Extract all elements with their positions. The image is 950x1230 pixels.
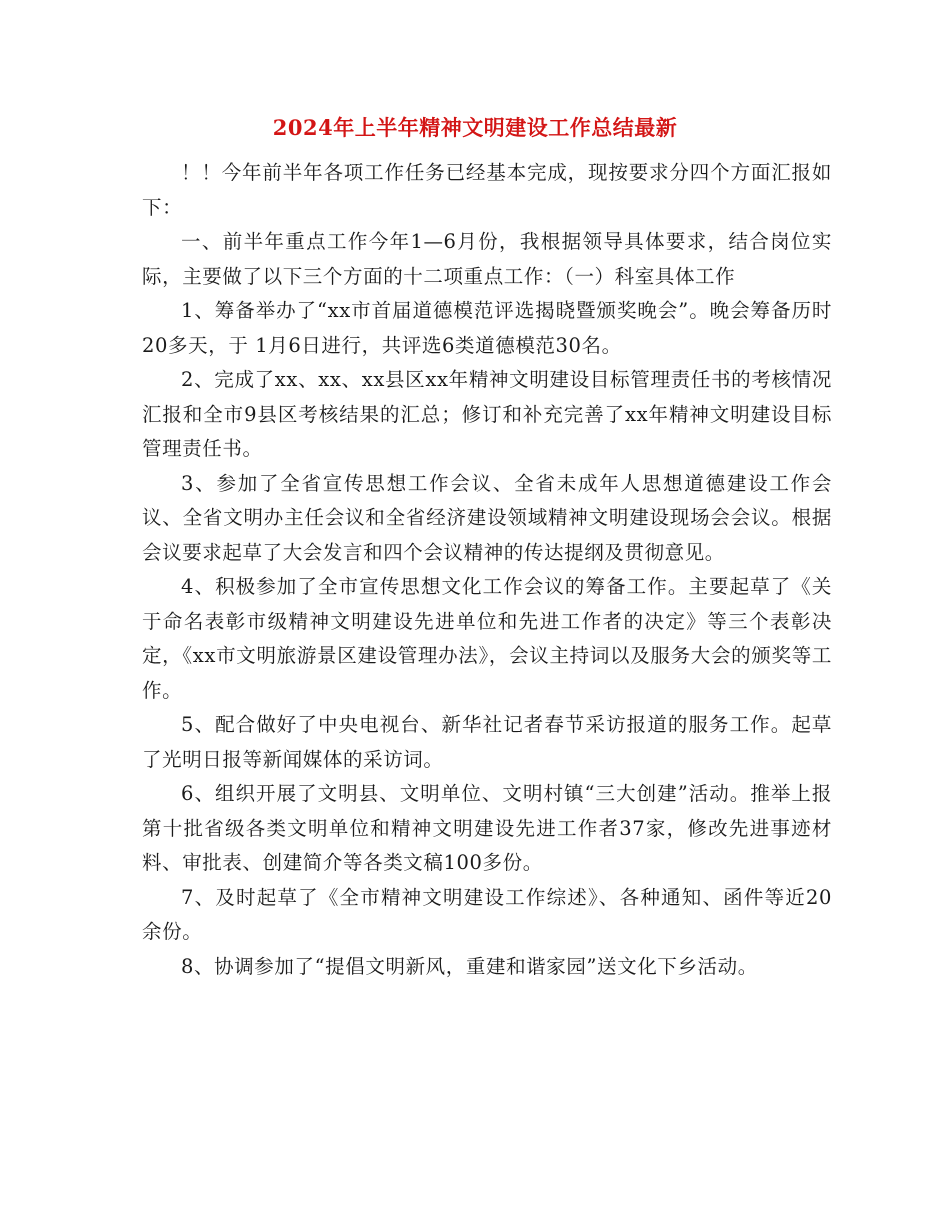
paragraph-item-5: 5、配合做好了中央电视台、新华社记者春节采访报道的服务工作。起草了光明日报等新闻媒体的采访词。: [142, 713, 832, 771]
paragraph-section-one: 一、前半年重点工作今年1—6月份，我根据领导具体要求，结合岗位实际，主要做了以下三个方面的十二项重点工作：（一）科室具体工作: [142, 230, 832, 288]
paragraph-item-1: 1、筹备举办了“xx市首届道德模范评选揭晓暨颁奖晚会”。晚会筹备历时20多天，于 1月6日进行，共评选6类道德模范30名。: [142, 299, 832, 357]
paragraph-item-4: 4、积极参加了全市宣传思想文化工作会议的筹备工作。主要起草了《关于命名表彰市级精神文明建设先进单位和先进工作者的决定》等三个表彰决定，《xx市文明旅游景区建设管理办法》，会议主持词以及服务大会的颁奖等工作。: [142, 575, 832, 702]
document-title: 2024年上半年精神文明建设工作总结最新: [272, 115, 678, 140]
paragraph-intro: ！！今年前半年各项工作任务已经基本完成，现按要求分四个方面汇报如下：: [142, 161, 832, 219]
paragraph-item-6: 6、组织开展了文明县、文明单位、文明村镇“三大创建”活动。推举上报第十批省级各类文明单位和精神文明建设先进工作者37家，修改先进事迹材料、审批表、创建简介等各类文稿100多份。: [142, 782, 832, 874]
document-body: [142, 156, 832, 984]
paragraph-item-7: 7、及时起草了《全市精神文明建设工作综述》、各种通知、函件等近20余份。: [142, 885, 832, 943]
paragraph-item-3: 3、参加了全省宣传思想工作会议、全省未成年人思想道德建设工作会议、全省文明办主任会议和全省经济建设领域精神文明建设现场会会议。根据会议要求起草了大会发言和四个会议精神的传达提纲及贯彻意见。: [142, 471, 832, 564]
paragraph-item-2: 2、完成了xx、xx、xx县区xx年精神文明建设目标管理责任书的考核情况汇报和全市9县区考核结果的汇总；修订和补充完善了xx年精神文明建设目标管理责任书。: [142, 368, 832, 460]
paragraph-item-8: 8、协调参加了“提倡文明新风，重建和谐家园”送文化下乡活动。: [181, 954, 758, 978]
